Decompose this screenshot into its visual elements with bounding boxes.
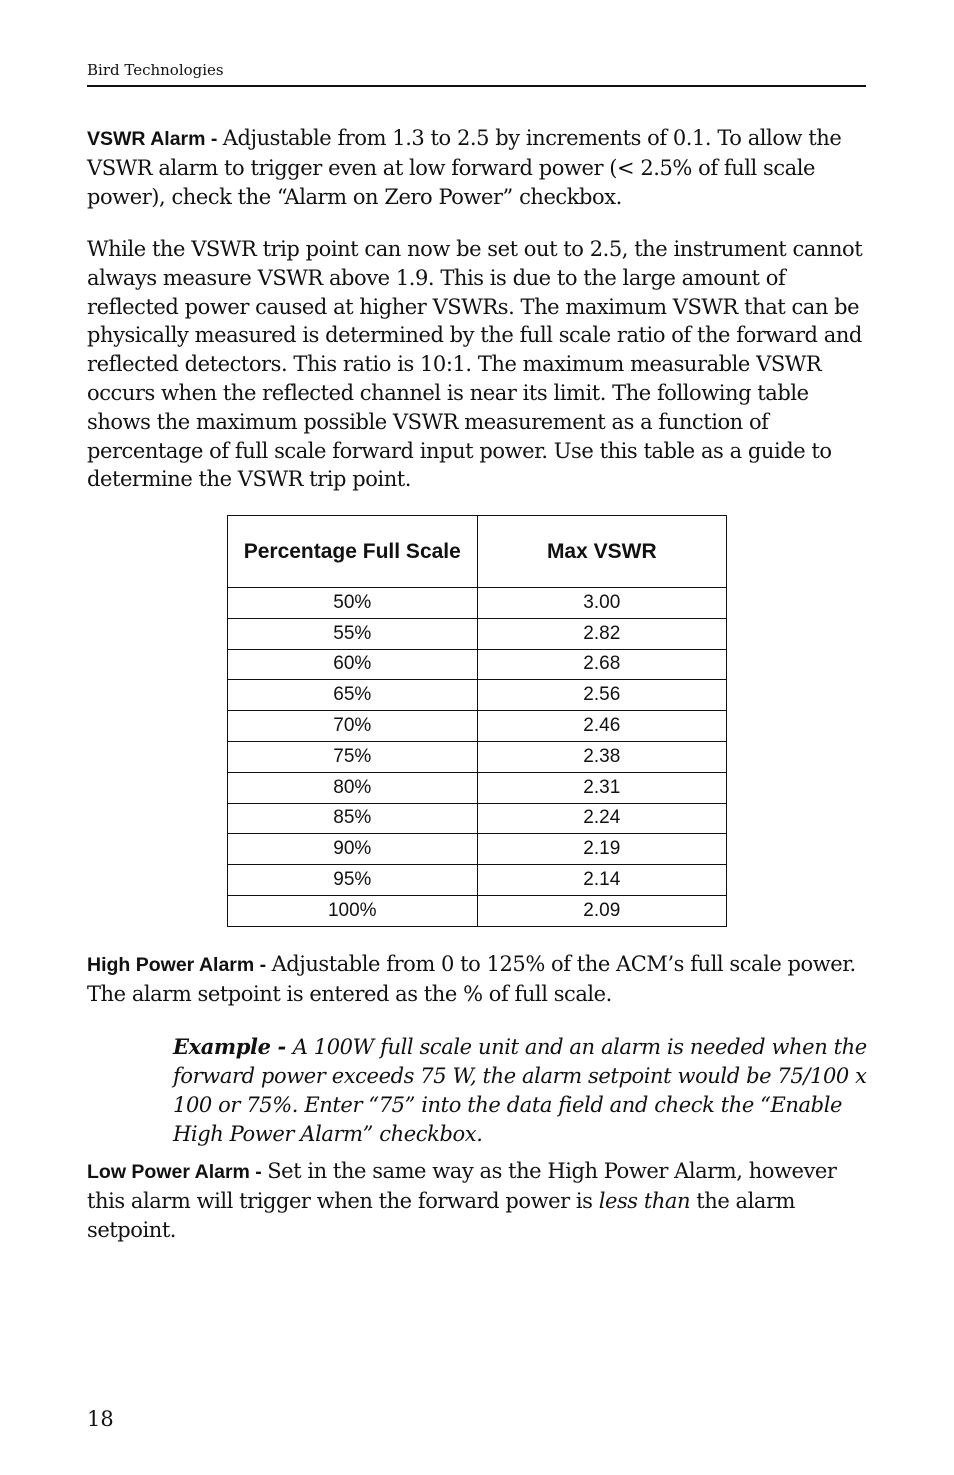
vswr-cell: 2.09 (477, 895, 726, 926)
table-row (228, 680, 727, 711)
table-row (228, 834, 727, 865)
vswr-cell: 2.56 (477, 680, 726, 711)
vswr-explanation-paragraph: While the VSWR trip point can now be set out to 2.5, the instrument cannot always measure VSWR above 1.9. This is due to the large amount of reflected power caused at higher VSWRs. The maximum VSWR that can be physically measured is determined by the full scale ratio of the forward and reflected detectors. This ratio is 10:1. The maximum measurable VSWR occurs when the reflected channel is near its limit. The following table shows the maximum possible VSWR measurement as a function of percentage of full scale forward input power. Use this table as a guide to determine the VSWR trip point. (87, 237, 863, 492)
table-row (228, 772, 727, 803)
high-power-alarm-text: Adjustable from 0 to 125% of the ACM’s full scale power. The alarm setpoint is entered as the % of full scale. (87, 952, 856, 1006)
low-power-alarm-heading: Low Power Alarm - (87, 1161, 268, 1183)
percentage-cell: 50% (228, 588, 478, 619)
percentage-cell: 100% (228, 895, 478, 926)
percentage-cell: 75% (228, 741, 478, 772)
vswr-cell: 2.46 (477, 711, 726, 742)
page-number: 18 (87, 1407, 114, 1431)
table-row (228, 618, 727, 649)
column-header-percentage: Percentage Full Scale (228, 516, 478, 588)
table-row (228, 741, 727, 772)
table-row (228, 649, 727, 680)
vswr-alarm-heading: VSWR Alarm - (87, 128, 223, 150)
example-block (173, 1032, 873, 1149)
header-rule (87, 85, 866, 87)
low-power-alarm-emphasis: less than (598, 1188, 691, 1213)
percentage-cell: 95% (228, 865, 478, 896)
percentage-cell: 90% (228, 834, 478, 865)
vswr-cell: 2.19 (477, 834, 726, 865)
max-vswr-table (227, 515, 727, 927)
vswr-cell: 3.00 (477, 588, 726, 619)
percentage-cell: 55% (228, 618, 478, 649)
table-row (228, 588, 727, 619)
vswr-alarm-text: Adjustable from 1.3 to 2.5 by increments of 0.1. To allow the VSWR alarm to trigger even at low forward power (< 2.5% of full scale power), check the “Alarm on Zero Power” checkbox. (87, 126, 842, 209)
percentage-cell: 60% (228, 649, 478, 680)
running-header: Bird Technologies (87, 61, 224, 79)
vswr-cell: 2.24 (477, 803, 726, 834)
vswr-cell: 2.82 (477, 618, 726, 649)
example-heading: Example - (173, 1034, 293, 1059)
vswr-cell: 2.68 (477, 649, 726, 680)
percentage-cell: 65% (228, 680, 478, 711)
vswr-cell: 2.31 (477, 772, 726, 803)
low-power-alarm-text-end: the alarm setpoint. (87, 1188, 796, 1242)
high-power-alarm-heading: High Power Alarm - (87, 954, 272, 976)
percentage-cell: 85% (228, 803, 478, 834)
percentage-cell: 70% (228, 711, 478, 742)
column-header-max-vswr: Max VSWR (477, 516, 726, 588)
table-row (228, 895, 727, 926)
vswr-alarm-paragraph (87, 124, 877, 211)
vswr-cell: 2.14 (477, 865, 726, 896)
table-row (228, 865, 727, 896)
percentage-cell: 80% (228, 772, 478, 803)
table-row (228, 803, 727, 834)
low-power-alarm-paragraph (87, 1157, 877, 1244)
table-row (228, 711, 727, 742)
table-header-row (228, 516, 727, 588)
vswr-cell: 2.38 (477, 741, 726, 772)
high-power-alarm-paragraph (87, 950, 877, 1009)
low-power-alarm-text: Set in the same way as the High Power Alarm, however this alarm will trigger when the forward power is (87, 1159, 837, 1213)
example-text: A 100W full scale unit and an alarm is needed when the forward power exceeds 75 W, the alarm setpoint would be 75/100 x 100 or 75%. Enter “75” into the data field and check the “Enable High Power Alarm” checkbox. (173, 1035, 867, 1146)
